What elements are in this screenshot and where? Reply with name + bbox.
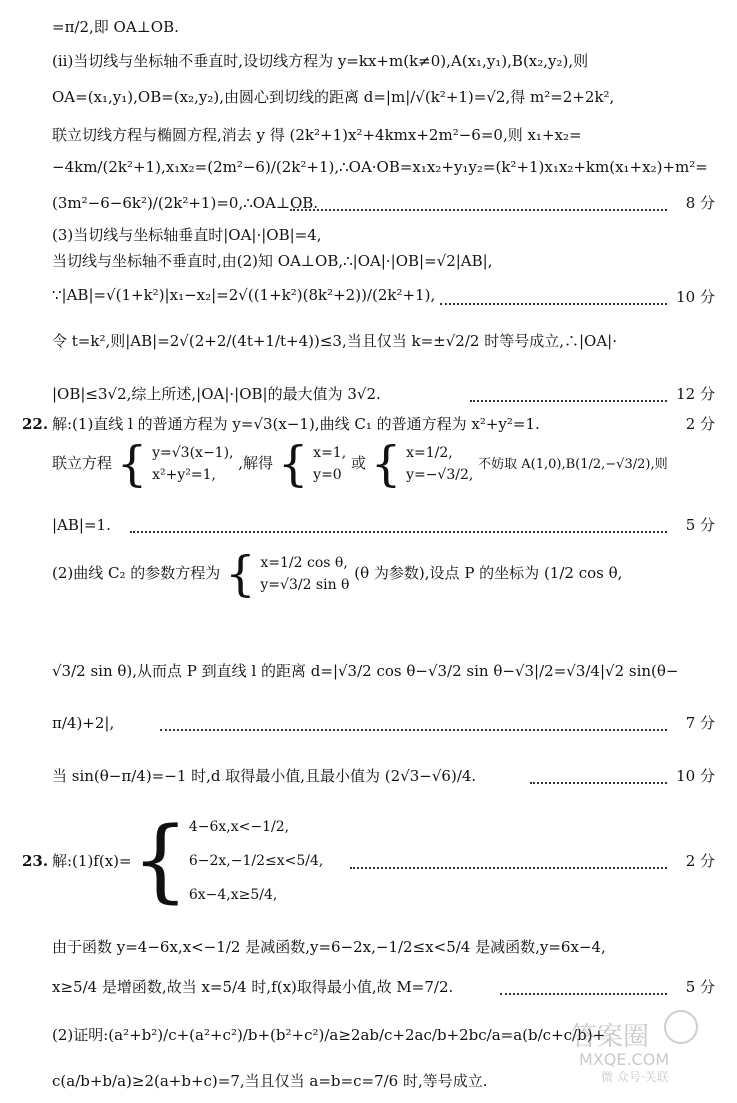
line-11: |OB|≤3√2,综上所述,|OA|·|OB|的最大值为 3√2. bbox=[52, 385, 381, 403]
score-10b: 10 分 bbox=[676, 767, 715, 785]
score-7: 7 分 bbox=[685, 714, 715, 732]
eq-line: x=1, bbox=[313, 445, 347, 461]
solution-2 bbox=[406, 442, 473, 486]
leader-dots bbox=[160, 728, 667, 731]
eq-line: y=0 bbox=[313, 467, 342, 483]
leader-dots bbox=[130, 530, 667, 533]
text-solve: ,解得 bbox=[238, 454, 274, 472]
left-brace-icon: { bbox=[370, 436, 402, 492]
leader-dots bbox=[530, 781, 667, 784]
line-15 bbox=[52, 546, 715, 620]
piecewise-function bbox=[189, 810, 324, 912]
line-4: 联立切线方程与椭圆方程,消去 y 得 (2k²+1)x²+4kmx+2m²−6=0,则 x₁+x₂= bbox=[52, 126, 582, 144]
line-6: (3m²−6−6k²)/(2k²+1)=0,∴OA⊥OB. bbox=[52, 194, 319, 212]
solution-1 bbox=[313, 442, 346, 486]
leader-dots bbox=[290, 208, 667, 211]
line-8: 当切线与坐标轴不垂直时,由(2)知 OA⊥OB,∴|OA|·|OB|=√2|AB|, bbox=[52, 252, 493, 270]
watermark-logo-icon bbox=[561, 1005, 711, 1085]
left-brace-icon: { bbox=[131, 808, 189, 913]
score-2b: 2 分 bbox=[685, 852, 715, 870]
line-23: c(a/b+b/a)≥2(a+b+c)=7,当且仅当 a=b=c=7/6 时,等号成立. bbox=[52, 1072, 488, 1090]
left-brace-icon: { bbox=[277, 436, 309, 492]
line-16: √3/2 sin θ),从而点 P 到直线 l 的距离 d=|√3/2 cos θ−√3/2 sin θ−√3|/2=√3/4|√2 sin(θ− bbox=[52, 662, 679, 680]
question-number-22: 22. bbox=[22, 415, 49, 433]
line-9: ∵|AB|=√(1+k²)|x₁−x₂|=2√((1+k²)(8k²+2))/(2k²+1), bbox=[52, 286, 436, 304]
piece-line: 6−2x,−1/2≤x<5/4, bbox=[188, 853, 324, 869]
score-2: 2 分 bbox=[685, 415, 715, 433]
left-brace-icon: { bbox=[116, 436, 148, 492]
eq-line: y=√3/2 sin θ bbox=[260, 577, 350, 593]
equation-system-1 bbox=[152, 442, 233, 486]
line-5: −4km/(2k²+1),x₁x₂=(2m²−6)/(2k²+1),∴OA·OB=x₁x₂+y₁y₂=(k²+1)x₁x₂+km(x₁+x₂)+m²= bbox=[52, 158, 708, 176]
question-22-row bbox=[22, 413, 715, 435]
watermark-url: MXQE.COM bbox=[579, 1050, 670, 1069]
eq-line: x=1/2, bbox=[406, 445, 453, 461]
line-1: =π/2,即 OA⊥OB. bbox=[52, 18, 179, 36]
parametric-system bbox=[260, 552, 349, 596]
score-5b: 5 分 bbox=[685, 978, 715, 996]
leader-dots bbox=[500, 992, 667, 995]
eq-line: x=1/2 cos θ, bbox=[260, 555, 348, 571]
line-22: (2)证明:(a²+b²)/c+(a²+c²)/b+(b²+c²)/a≥2ab/c+2ac/b+2bc/a=a(b/c+c/b)+ bbox=[52, 1026, 606, 1044]
question-number-23: 23. bbox=[22, 852, 49, 870]
line-18: 当 sin(θ−π/4)=−1 时,d 取得最小值,且最小值为 (2√3−√6)/4. bbox=[52, 767, 477, 785]
score-10: 10 分 bbox=[676, 288, 715, 306]
leader-dots bbox=[470, 399, 667, 402]
line-3: OA=(x₁,y₁),OB=(x₂,y₂),由圆心到切线的距离 d=|m|/√(k²+1)=√2,得 m²=2+2k², bbox=[52, 88, 615, 106]
line-13 bbox=[52, 436, 715, 510]
eq-line: y=−√3/2, bbox=[406, 467, 474, 483]
line-20: 由于函数 y=4−6x,x<−1/2 是减函数,y=6−2x,−1/2≤x<5/4 是减函数,y=6x−4, bbox=[52, 938, 606, 956]
watermark-logo-text: 答案圈 bbox=[571, 1022, 650, 1052]
eq-line: y=√3(x−1), bbox=[152, 445, 234, 461]
line-10: 令 t=k²,则|AB|=2√(2+2/(4t+1/t+4))≤3,当且仅当 k=±√2/2 时等号成立,∴|OA|· bbox=[52, 332, 617, 350]
piece-line: 6x−4,x≥5/4, bbox=[188, 887, 278, 903]
text-f-def: 解:(1)f(x)= bbox=[52, 852, 132, 870]
question-23-row bbox=[22, 810, 715, 920]
line-14: |AB|=1. bbox=[52, 516, 111, 534]
left-brace-icon: { bbox=[225, 546, 256, 602]
eq-line: x²+y²=1, bbox=[152, 467, 216, 483]
q22-part1: 解:(1)直线 l 的普通方程为 y=√3(x−1),曲线 C₁ 的普通方程为 x²+y²=1. bbox=[52, 415, 540, 433]
piece-line: 4−6x,x<−1/2, bbox=[188, 819, 290, 835]
watermark-caption: 微 众号·关联 bbox=[601, 1070, 669, 1084]
leader-dots bbox=[350, 866, 667, 869]
score-5: 5 分 bbox=[685, 516, 715, 534]
text-choose-points: 不妨取 A(1,0),B(1/2,−√3/2),则 bbox=[478, 457, 668, 472]
text-simultaneous: 联立方程 bbox=[52, 454, 113, 472]
leader-dots bbox=[440, 302, 667, 305]
line-21: x≥5/4 是增函数,故当 x=5/4 时,f(x)取得最小值,故 M=7/2. bbox=[52, 978, 454, 996]
text-parametric: (2)曲线 C₂ 的参数方程为 bbox=[52, 564, 221, 582]
score-8: 8 分 bbox=[685, 194, 715, 212]
text-or: 或 bbox=[350, 454, 366, 472]
score-12: 12 分 bbox=[676, 385, 715, 403]
line-2: (ii)当切线与坐标轴不垂直时,设切线方程为 y=kx+m(k≠0),A(x₁,y₁),B(x₂,y₂),则 bbox=[52, 52, 589, 70]
line-7: (3)当切线与坐标轴垂直时|OA|·|OB|=4, bbox=[52, 226, 322, 244]
line-17: π/4)+2|, bbox=[52, 714, 115, 732]
text-point-p: (θ 为参数),设点 P 的坐标为 (1/2 cos θ, bbox=[354, 564, 623, 582]
